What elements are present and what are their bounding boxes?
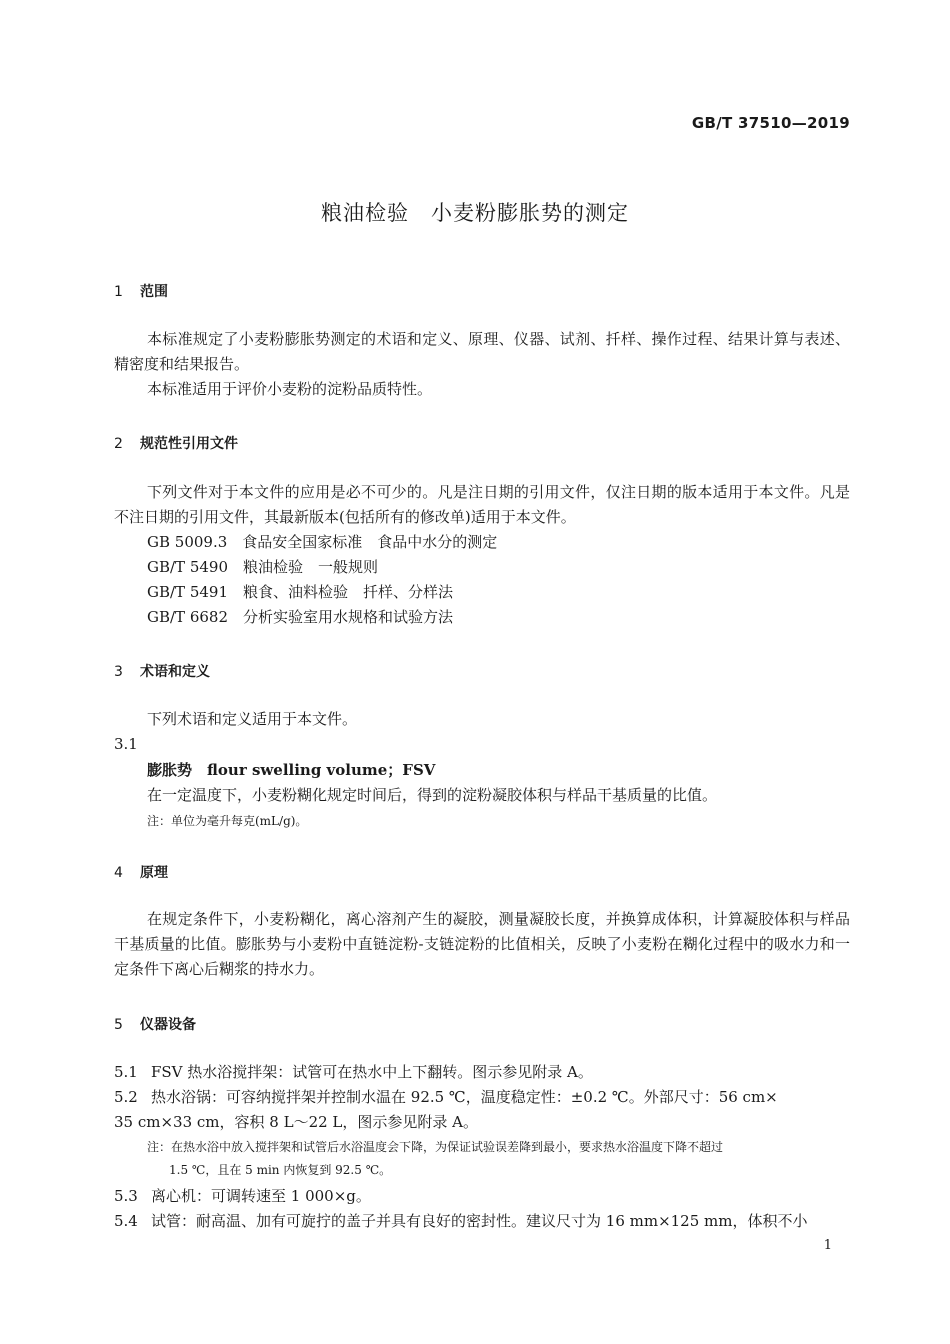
item-text: FSV 热水浴搅拌架：试管可在热水中上下翻转。图示参见附录 A。 (151, 1063, 593, 1081)
item-number: 5.2 (114, 1088, 138, 1106)
section-1-para-1: 本标准规定了小麦粉膨胀势测定的术语和定义、原理、仪器、试剂、扦样、操作过程、结果计算与表述、精密度和结果报告。 (114, 330, 850, 373)
section-3-heading (114, 661, 210, 681)
section-2-para-1: 下列文件对于本文件的应用是必不可少的。凡是注日期的引用文件，仅注日期的版本适用于本文件。凡是不注日期的引用文件，其最新版本(包括所有的修改单)适用于本文件。 (114, 483, 850, 526)
section-number: 4 (114, 865, 123, 881)
section-number: 5 (114, 1017, 123, 1033)
item-text: 试管：耐高温、加有可旋拧的盖子并具有良好的密封性。建议尺寸为 16 mm×125 mm，体积不小 (151, 1212, 808, 1230)
page-number: 1 (823, 1238, 832, 1253)
section-number: 2 (114, 436, 123, 452)
equipment-note-line: 注：在热水浴中放入搅拌架和试管后水浴温度会下降，为保证试验误差降到最小，要求热水浴温度下降不超过 (147, 1140, 724, 1154)
section-title: 规范性引用文件 (140, 436, 238, 452)
item-number: 5.1 (114, 1063, 138, 1081)
item-continuation: 35 cm×33 cm，容积 8 L～22 L，图示参见附录 A。 (114, 1113, 478, 1131)
section-4-para-1: 在规定条件下，小麦粉糊化，离心溶剂产生的凝胶，测量凝胶长度，并换算成体积，计算凝胶体积与样品干基质量的比值。膨胀势与小麦粉中直链淀粉-支链淀粉的比值相关，反映了小麦粉在糊化过程中的吸水力和一定条件下离心后糊浆的持水力。 (114, 910, 850, 978)
reference-item: GB/T 5490 粮油检验 一般规则 (147, 558, 379, 576)
equipment-item (114, 1060, 593, 1085)
term-definition: 在一定温度下，小麦粉糊化规定时间后，得到的淀粉凝胶体积与样品干基质量的比值。 (147, 786, 718, 804)
item-number: 5.4 (114, 1212, 138, 1230)
section-4-heading (114, 862, 168, 882)
reference-item: GB/T 6682 分析实验室用水规格和试验方法 (147, 608, 454, 626)
section-2-heading (114, 433, 238, 453)
subsection-number: 3.1 (114, 735, 138, 753)
section-1-para-2: 本标准适用于评价小麦粉的淀粉品质特性。 (147, 380, 433, 398)
section-number: 3 (114, 664, 123, 680)
section-1-heading (114, 281, 168, 301)
section-3-para-1: 下列术语和定义适用于本文件。 (147, 710, 358, 728)
item-text: 离心机：可调转速至 1 000×g。 (151, 1187, 371, 1205)
section-title: 范围 (140, 284, 168, 300)
standard-code: GB/T 37510—2019 (691, 114, 850, 132)
section-title: 术语和定义 (140, 664, 210, 680)
reference-item: GB/T 5491 粮食、油料检验 扦样、分样法 (147, 583, 454, 601)
equipment-item (114, 1085, 778, 1110)
section-title: 仪器设备 (140, 1017, 196, 1033)
item-text: 热水浴锅：可容纳搅拌架并控制水温在 92.5 ℃，温度稳定性：±0.2 ℃。外部尺寸：56 cm× (151, 1088, 778, 1106)
section-number: 1 (114, 284, 123, 300)
document-title: 粮油检验 小麦粉膨胀势的测定 (321, 201, 629, 225)
equipment-note-line: 1.5 ℃，且在 5 min 内恢复到 92.5 ℃。 (169, 1163, 392, 1177)
equipment-item (114, 1184, 371, 1209)
equipment-item (114, 1209, 808, 1234)
term-title: 膨胀势 flour swelling volume；FSV (147, 761, 436, 779)
term-note: 注：单位为毫升每克(mL/g)。 (147, 814, 308, 828)
reference-item: GB 5009.3 食品安全国家标准 食品中水分的测定 (147, 533, 498, 551)
section-title: 原理 (140, 865, 168, 881)
item-number: 5.3 (114, 1187, 138, 1205)
section-5-heading (114, 1014, 196, 1034)
